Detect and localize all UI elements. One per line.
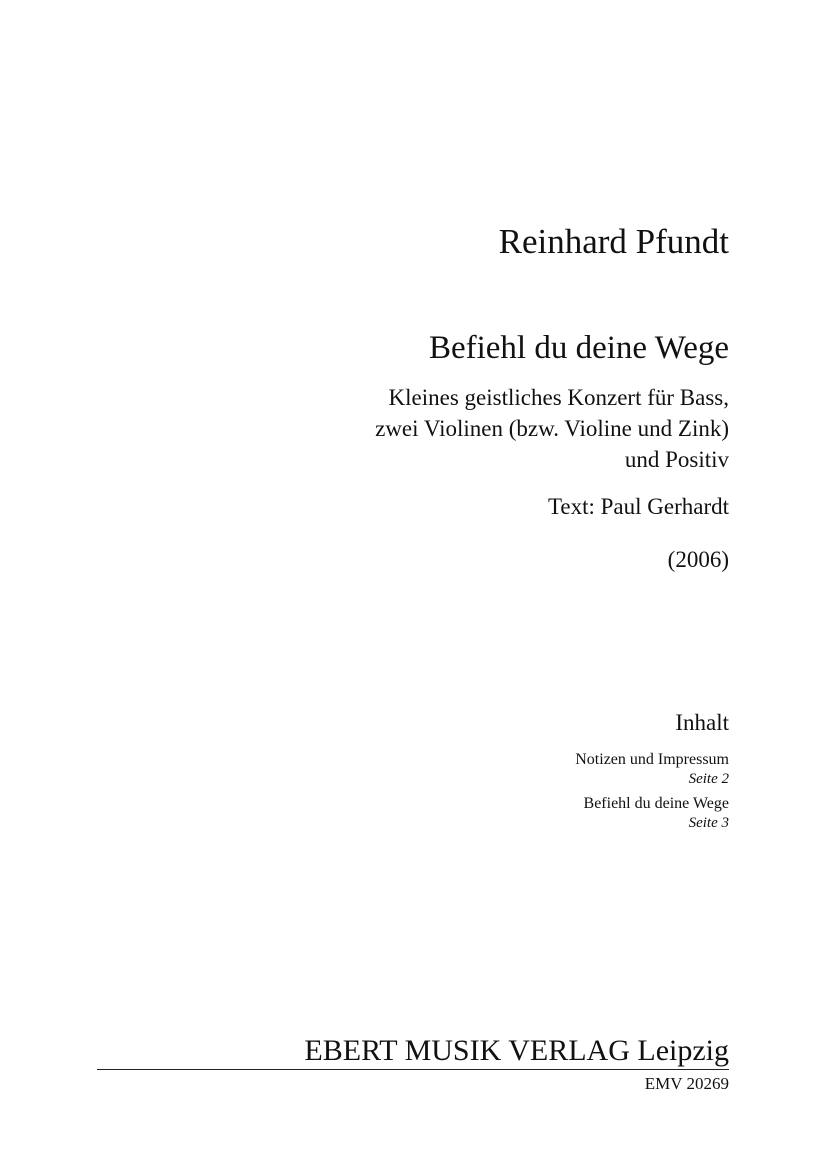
publisher-rule bbox=[97, 1069, 729, 1070]
toc-entry-page: Seite 3 bbox=[688, 815, 729, 831]
contents-heading: Inhalt bbox=[675, 710, 729, 735]
text-credit: Text: Paul Gerhardt bbox=[547, 494, 729, 519]
toc-entry bbox=[575, 794, 729, 832]
work-title: Befiehl du deine Wege bbox=[428, 330, 729, 366]
composer-name: Reinhard Pfundt bbox=[498, 222, 729, 261]
catalog-number: EMV 20269 bbox=[644, 1074, 729, 1093]
publisher-name: EBERT MUSIK VERLAG Leipzig bbox=[304, 1034, 729, 1067]
work-subtitle bbox=[375, 382, 729, 475]
table-of-contents bbox=[575, 750, 729, 838]
subtitle-line: Kleines geistliches Konzert für Bass, bbox=[388, 385, 729, 410]
toc-entry bbox=[575, 750, 729, 788]
subtitle-line: zwei Violinen (bzw. Violine und Zink) bbox=[375, 416, 729, 441]
toc-entry-title: Befiehl du deine Wege bbox=[583, 795, 729, 812]
composition-year: (2006) bbox=[667, 547, 729, 572]
toc-entry-title: Notizen und Impressum bbox=[575, 751, 729, 768]
toc-entry-page: Seite 2 bbox=[688, 771, 729, 787]
subtitle-line: und Positiv bbox=[624, 447, 729, 472]
